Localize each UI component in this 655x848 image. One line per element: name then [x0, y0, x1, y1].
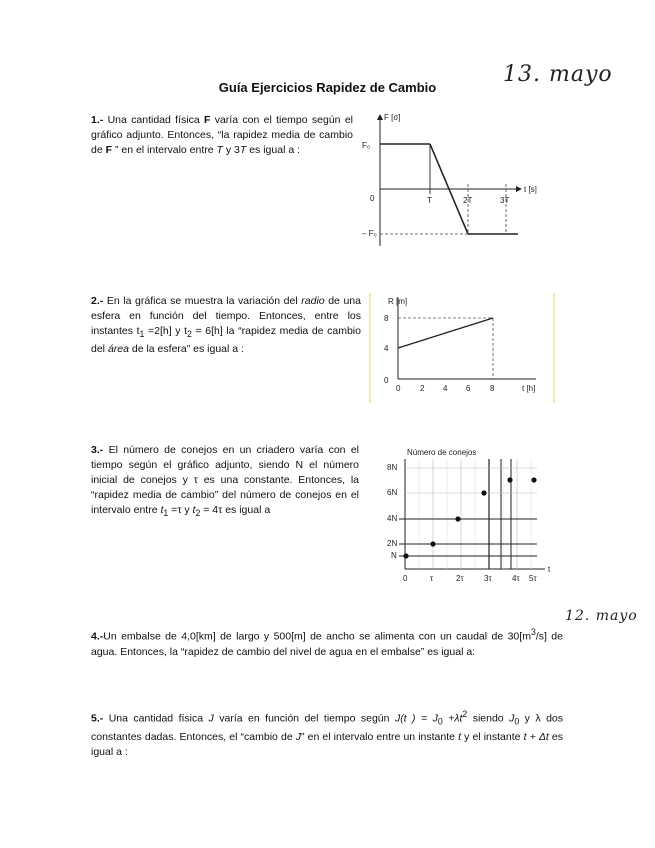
graph3-xtick-label: 2τ — [456, 574, 464, 583]
graph2-xtick-label: 6 — [466, 384, 471, 393]
graph3-ytick-label: 8N — [387, 463, 398, 472]
question-5: 5.- Una cantidad física J varía en función del tiempo según J(t ) = $J_0 +\lambda t^2$ siendo $J_0$ y λ dos constantes dadas. Entonces, el “cambio de J” en el intervalo entre un instante t y el instante t + Δt es igual a : — [91, 709, 563, 758]
question-2: 2.- En la gráfica se muestra la variación del radio de una esfera en función del tiempo. Entonces, entre los instantes $t_1 =2[h]$ y $t_2 = 6[h]$ la “rapidez media de cambio del área de la esfera” es igual a : — [91, 295, 361, 356]
graph2-ytick-label: 0 — [384, 376, 389, 385]
graph2-xtick-label: 2 — [420, 384, 425, 393]
graph2-xtick-label: 0 — [396, 384, 401, 393]
graph3-ylabel: Número de conejos — [407, 448, 477, 457]
graph3-ytick-label: 2N — [387, 539, 398, 548]
graph2-ytick-label: 4 — [384, 344, 389, 353]
question-3: 3.- El número de conejos en un criadero varía con el tiempo según el gráfico adjunto, siendo N el número inicial de conejos y τ es una constante. Entonces, la “rapidez media de cambio” del número de conejos en el intervalo entre $t_1 =\tau$ y $t_2 = 4\tau$ es igual a — [91, 444, 359, 519]
graph2-ytick-label: 8 — [384, 314, 389, 323]
graph1-tick-label: T — [427, 196, 432, 205]
graph1-F0-label: F₀ — [362, 141, 371, 150]
graph3-point — [430, 541, 435, 546]
graph3-point — [455, 516, 460, 521]
graph2-xlabel: t [h] — [522, 384, 536, 393]
handwritten-date-top: 13. mayo — [503, 62, 613, 87]
graph1-tick-label: 3T — [500, 196, 510, 205]
graph3-xtick-label: 3τ — [484, 574, 492, 583]
handwritten-date-mid: 12. mayo — [565, 608, 638, 624]
question-4: 4.-Un embalse de 4,0[km] de largo y 500[m] de ancho se alimenta con un caudal de $30[m^3/s]$ de agua. Entonces, la “rapidez de cambio del nivel de agua en el embalse” es igual a: — [91, 627, 563, 658]
graph1-xlabel: t [s] — [524, 185, 537, 194]
graph2-data-line — [398, 318, 493, 348]
graph3-xlabel: t — [548, 565, 551, 574]
graph1-tick-label: 2T — [463, 196, 473, 205]
graph1-x-arrow — [516, 186, 522, 192]
graph3-ytick-label: N — [391, 551, 397, 560]
graph2-xtick-label: 4 — [443, 384, 448, 393]
graph3-point — [507, 477, 512, 482]
graph2-xtick-label: 8 — [490, 384, 495, 393]
graph3-point — [481, 490, 486, 495]
graph3-point — [531, 477, 536, 482]
graph3-xtick-label: 0 — [403, 574, 408, 583]
graph3-ytick-label: 4N — [387, 514, 398, 523]
question-1: 1.- Una cantidad física F varía con el tiempo según el gráfico adjunto. Entonces, “la rapidez media de cambio de F ” en el intervalo entre T y 3T es igual a : — [91, 114, 354, 156]
graph3-xtick-label: 5τ — [529, 574, 537, 583]
graph-3 — [385, 445, 560, 590]
graph1-y-arrow — [377, 114, 383, 120]
graph3-point — [403, 553, 408, 558]
graph3-xtick-label: τ — [430, 574, 434, 583]
graph2-ylabel: R [m] — [388, 297, 408, 306]
graph-1 — [360, 108, 535, 258]
graph3-ytick-label: 6N — [387, 488, 398, 497]
graph-2 — [368, 291, 558, 406]
graph3-xtick-label: 4τ — [512, 574, 520, 583]
page-title: Guía Ejercicios Rapidez de Cambio — [218, 80, 437, 95]
graph1-negF0-label: – F₀ — [362, 229, 377, 238]
graph1-ylabel: F [σ] — [384, 113, 401, 122]
graph1-origin-label: 0 — [370, 194, 375, 203]
